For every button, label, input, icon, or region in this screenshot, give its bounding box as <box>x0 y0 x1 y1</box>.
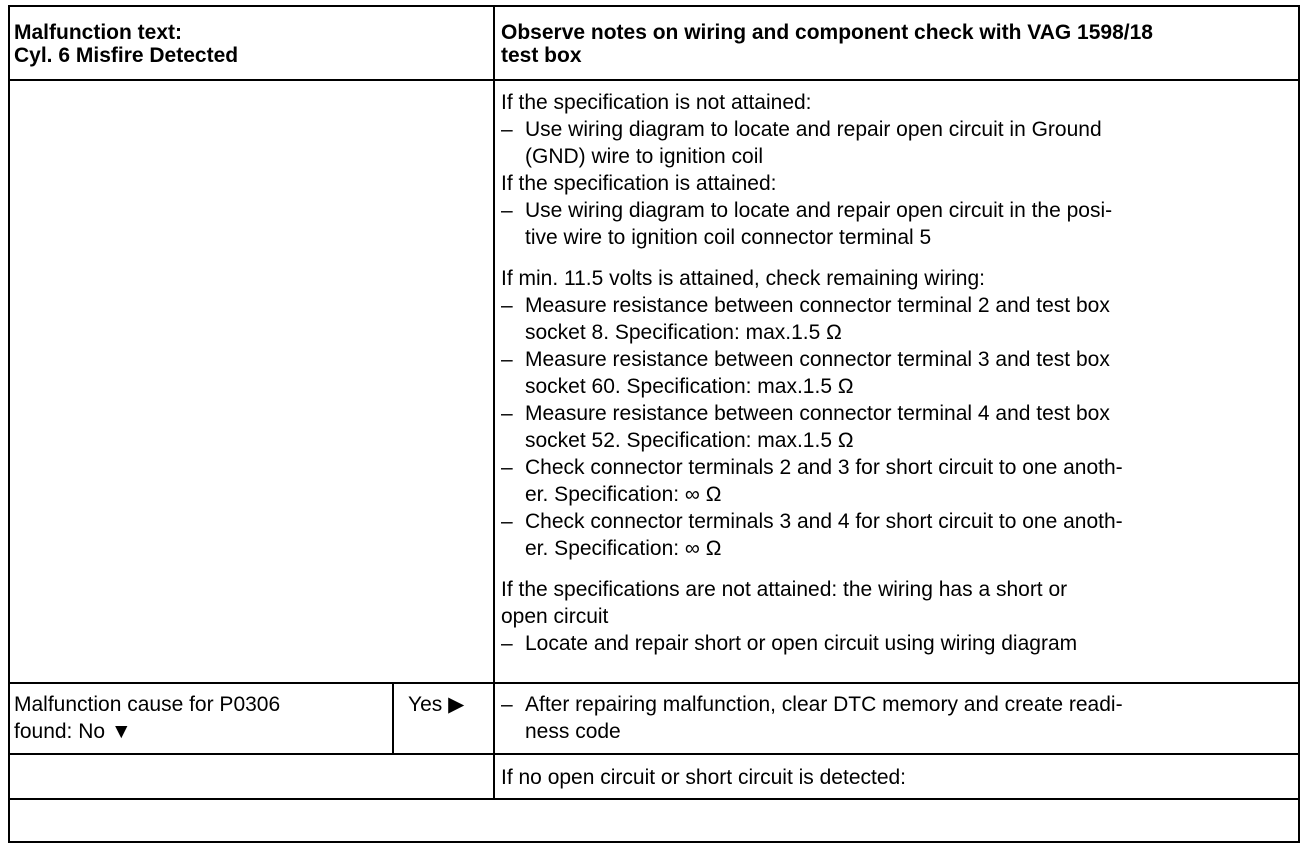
row1-divider <box>8 682 1300 684</box>
bullet-line: Check connector terminals 2 and 3 for short circuit to one anoth- <box>525 456 1123 479</box>
bullet-line: Use wiring diagram to locate and repair open circuit in the posi- <box>525 199 1113 222</box>
dash-mark: – <box>501 693 513 716</box>
list-item <box>501 454 1296 508</box>
bullet-line: Measure resistance between connector terminal 4 and test box <box>525 402 1110 425</box>
bullet-line: er. Specification: ∞ Ω <box>525 537 722 560</box>
bullet-line: tive wire to ignition coil connector terminal 5 <box>525 226 932 249</box>
list-item <box>501 292 1296 346</box>
dash-mark: – <box>501 348 513 371</box>
bullet-line: er. Specification: ∞ Ω <box>525 483 722 506</box>
list-item <box>501 346 1296 400</box>
header-observe-notes <box>501 21 1296 67</box>
list-item <box>501 400 1296 454</box>
bullet-line: (GND) wire to ignition coil <box>525 145 764 168</box>
table-border-top <box>8 5 1300 7</box>
voltage-intro: If min. 11.5 volts is attained, check remaining wiring: <box>501 267 985 290</box>
header-left-line2: Cyl. 6 Misfire Detected <box>14 44 239 67</box>
list-item <box>501 691 1296 745</box>
bullet-line: Locate and repair short or open circuit using wiring diagram <box>525 632 1078 655</box>
header-left-line1: Malfunction text: <box>14 21 182 44</box>
row3-divider <box>8 798 1300 800</box>
list-item <box>501 197 1296 251</box>
dash-mark: – <box>501 118 513 141</box>
dash-mark: – <box>501 456 513 479</box>
dash-mark: – <box>501 510 513 533</box>
spec-not-attained-l1: If the specifications are not attained: the wiring has a short or <box>501 578 1068 601</box>
header-malfunction-text <box>14 21 484 67</box>
yes-branch-label: Yes ▶ <box>408 693 465 716</box>
header-right-line2: test box <box>501 44 582 67</box>
cause-line1: Malfunction cause for P0306 <box>14 693 281 716</box>
yes-column-divider <box>392 682 394 755</box>
no-circuit-detected: If no open circuit or short circuit is detected: <box>501 766 907 789</box>
row2-divider <box>8 753 1300 755</box>
header-right-line1: Observe notes on wiring and component check with VAG 1598/18 <box>501 21 1153 44</box>
cond-attained: If the specification is attained: <box>501 172 777 195</box>
bullet-line: Measure resistance between connector terminal 3 and test box <box>525 348 1110 371</box>
main-instructions <box>501 89 1296 657</box>
bullet-line: socket 52. Specification: max.1.5 Ω <box>525 429 854 452</box>
dash-mark: – <box>501 199 513 222</box>
header-divider <box>8 79 1300 81</box>
bullet-line: ness code <box>525 720 621 743</box>
bullet-line: After repairing malfunction, clear DTC memory and create readi- <box>525 693 1123 716</box>
bullet-line: Check connector terminals 3 and 4 for short circuit to one anoth- <box>525 510 1123 533</box>
column-divider <box>493 5 495 800</box>
cause-line2: found: No ▼ <box>14 720 132 743</box>
cond-not-attained: If the specification is not attained: <box>501 91 812 114</box>
bullet-line: socket 8. Specification: max.1.5 Ω <box>525 321 842 344</box>
bullet-line: Measure resistance between connector terminal 2 and test box <box>525 294 1110 317</box>
list-item <box>501 508 1296 562</box>
table-border-bottom <box>8 841 1300 843</box>
dash-mark: – <box>501 294 513 317</box>
list-item <box>501 630 1296 657</box>
dash-mark: – <box>501 632 513 655</box>
table-border-left <box>8 5 10 843</box>
dash-mark: – <box>501 402 513 425</box>
list-item <box>501 116 1296 170</box>
repair-action-cell <box>501 691 1296 745</box>
malfunction-cause-cell <box>14 691 389 745</box>
table-border-right <box>1298 5 1300 843</box>
spec-not-attained-l2: open circuit <box>501 605 609 628</box>
bullet-line: socket 60. Specification: max.1.5 Ω <box>525 375 854 398</box>
bullet-line: Use wiring diagram to locate and repair open circuit in Ground <box>525 118 1102 141</box>
